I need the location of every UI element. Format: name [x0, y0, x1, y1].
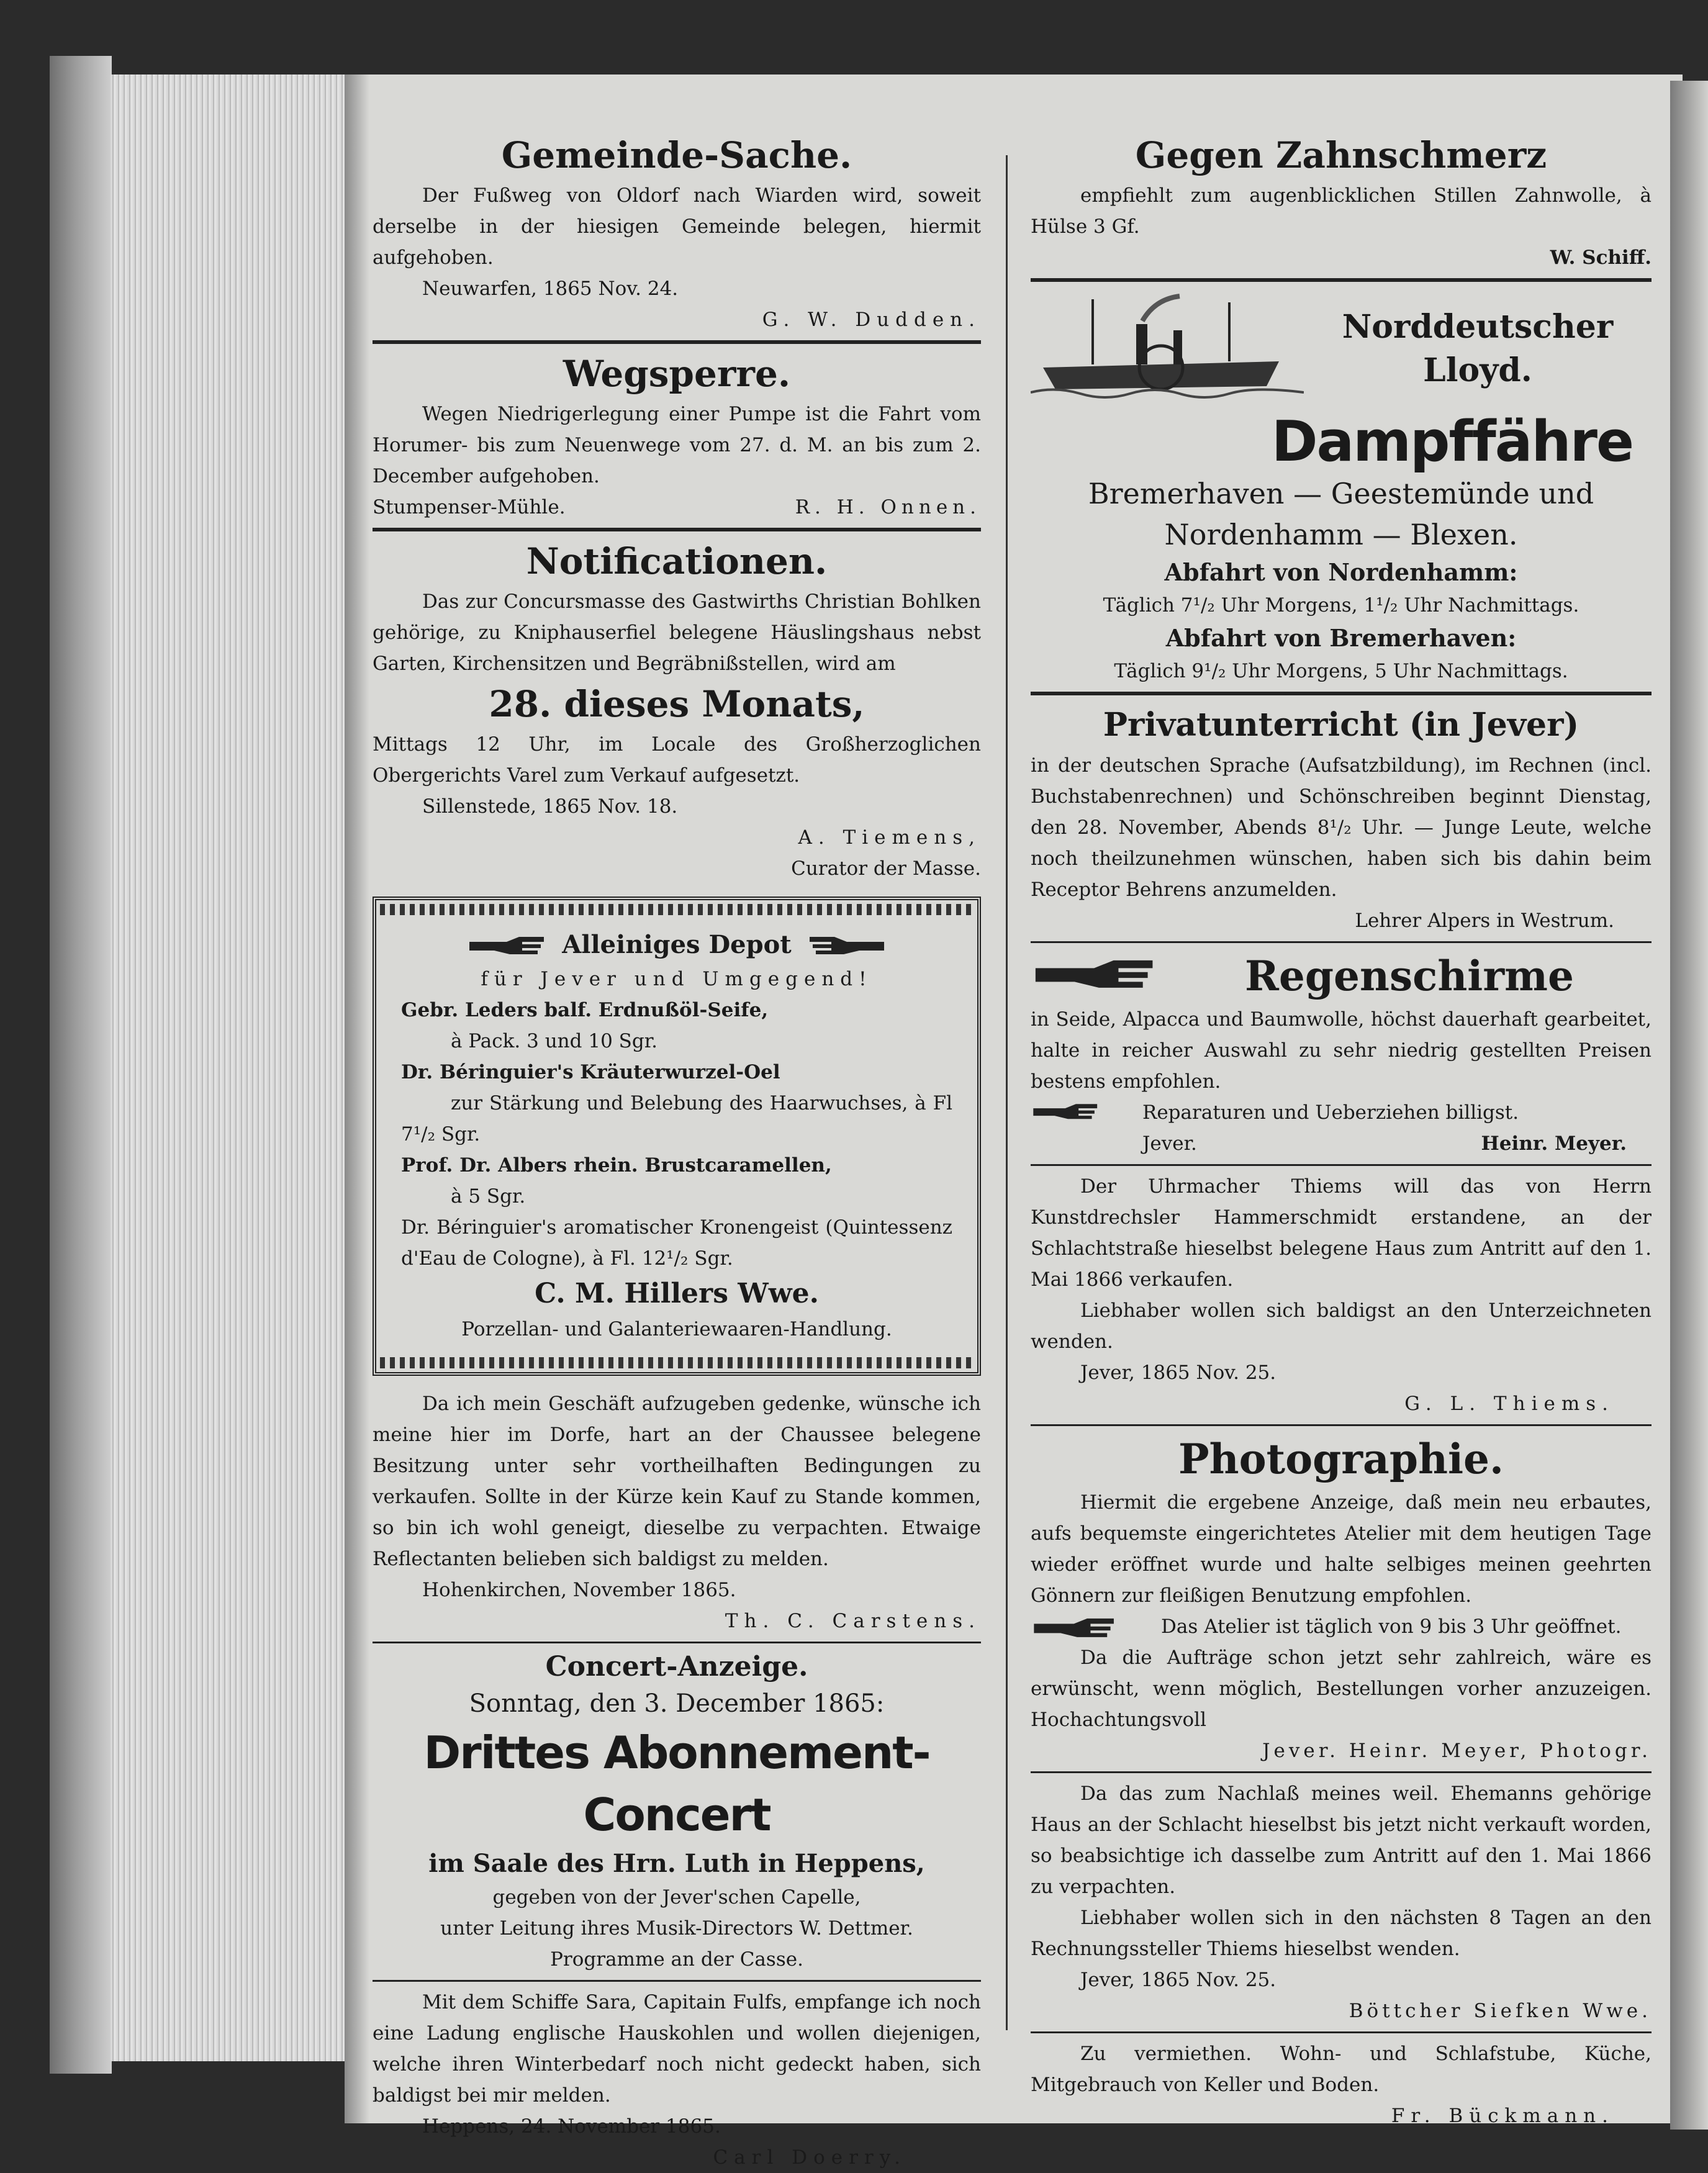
product-line: Dr. Béringuier's Kräuterwurzel-Oel [401, 1061, 780, 1083]
ad-signature: Böttcher Siefken Wwe. [1349, 2000, 1652, 2022]
ad-date: Sillenstede, 1865 Nov. 18. [422, 795, 678, 818]
ad-repair: Reparaturen und Ueberziehen billigst. [1031, 1097, 1652, 1128]
divider [1031, 692, 1652, 695]
lloyd-title: Norddeutscher Lloyd. [1342, 308, 1614, 389]
ad-title: Wegsperre. [563, 353, 791, 395]
divider [1031, 1424, 1652, 1426]
ad-privatunterricht [1031, 700, 1652, 936]
ad-date: Jever, 1865 Nov. 25. [1080, 1362, 1276, 1384]
ad-text: empfiehlt zum augenblicklichen Stillen Zahnwolle, à Hülse 3 Gf. [1031, 184, 1652, 238]
ad-verkauf [373, 1388, 981, 1637]
ad-zahnschmerz [1031, 130, 1652, 273]
ad-text: Der Fußweg von Oldorf nach Wiarden wird, soweit derselbe in der hiesigen Gemeinde belegen, hiermit aufgehoben. [373, 184, 981, 269]
ad-signature: Jever. Heinr. Meyer, Photogr. [1262, 1740, 1652, 1762]
ad-subtitle: für Jever und Umgegend! [481, 968, 873, 990]
concert-date: Sonntag, den 3. December 1865: [469, 1689, 885, 1718]
ad-hours: Das Atelier ist täglich von 9 bis 3 Uhr geöffnet. [1031, 1611, 1652, 1642]
divider [373, 340, 981, 344]
ad-text: Wegen Niedrigerlegung einer Pumpe ist die Fahrt vom Horumer- bis zum Neuenwege vom 27. d. M. an bis zum 2. December aufgehoben. [373, 403, 981, 487]
ad-signature-role: Curator der Masse. [791, 857, 981, 880]
divider [1031, 1164, 1652, 1166]
pointing-hand-icon [1031, 1097, 1105, 1128]
lloyd-route: Nordenhamm — Blexen. [1164, 518, 1518, 551]
ad-uhrmacher [1031, 1171, 1652, 1419]
product-desc: zur Stärkung und Belebung des Haarwuchses, à Fl 7¹/₂ Sgr. [401, 1092, 952, 1145]
left-column [373, 130, 981, 2173]
ad-signature: G. W. Dudden. [762, 309, 981, 331]
ad-title: Concert-Anzeige. [545, 1651, 808, 1683]
steamship-icon [1031, 287, 1304, 411]
departure-header: Abfahrt von Bremerhaven: [1165, 624, 1517, 652]
ad-text: Da die Aufträge schon jetzt sehr zahlreich, wäre es erwünscht, wenn möglich, Bestellungen vorher anzuzeigen. Hochachtungsvoll [1031, 1647, 1652, 1731]
divider [373, 1642, 981, 1643]
ad-text: Liebhaber wollen sich baldigst an den Unterzeichneten wenden. [1031, 1299, 1652, 1353]
lloyd-big-title: Dampffähre [1271, 409, 1633, 474]
firm-trade: Porzellan- und Galanteriewaaren-Handlung. [461, 1318, 892, 1340]
ad-text: in Seide, Alpacca und Baumwolle, höchst dauerhaft gearbeitet, halte in reicher Auswahl zu sehr niedrig gestellten Preisen bestens empfohlen. [1031, 1008, 1652, 1093]
ad-signature: Th. C. Carstens. [725, 1610, 981, 1632]
departure-times: Täglich 9¹/₂ Uhr Morgens, 5 Uhr Nachmittags. [1114, 660, 1568, 682]
ad-text: Da ich mein Geschäft aufzugeben gedenke, wünsche ich meine hier im Dorfe, hart an der Chaussee belegene Besitzung unter sehr vortheilhaften Bedingungen zu verkaufen. Sollte in der Kürze kein Kauf zu Stande kommen, so bin ich wohl geneigt, dieselbe zu verpachten. Etwaige Reflectanten belieben sich baldigst zu melden. [373, 1393, 981, 1570]
ad-depot-box [373, 897, 981, 1376]
concert-programme: Programme an der Casse. [550, 1948, 803, 1971]
ad-signature: Carl Doerry. [713, 2146, 906, 2169]
concert-venue: im Saale des Hrn. Luth in Heppens, [428, 1849, 925, 1878]
ad-gemeinde-sache [373, 130, 981, 335]
lloyd-route: Bremerhaven — Geestemünde und [1088, 477, 1594, 510]
ad-text: Hiermit die ergebene Anzeige, daß mein neu erbautes, aufs bequemste eingerichtetes Atelier mit dem heutigen Tage wieder eröffnet wurde und halte selbiges meinen geehrten Gönnern zur fleißigen Benutzung empfohlen. [1031, 1491, 1652, 1607]
ad-title: Gemeinde-Sache. [501, 134, 852, 176]
book-edge [50, 56, 112, 2074]
ad-text: Liebhaber wollen sich in den nächsten 8 Tagen an den Rechnungssteller Thiems hieselbst wenden. [1031, 1907, 1652, 1960]
ad-nachlass [1031, 1778, 1652, 2026]
divider [373, 1980, 981, 1982]
ad-wegsperre [373, 349, 981, 523]
product-price: à 5 Sgr. [451, 1185, 526, 1208]
departure-times: Täglich 7¹/₂ Uhr Morgens, 1¹/₂ Uhr Nachmittags. [1103, 594, 1579, 617]
ad-date: Hohenkirchen, November 1865. [422, 1579, 736, 1601]
divider [1031, 278, 1652, 282]
ad-notificationen [373, 536, 981, 884]
ad-text: Da das zum Nachlaß meines weil. Ehemanns gehörige Haus an der Schlacht hieselbst bis jetzt nicht verkauft worden, so beabsichtige ich dasselbe zum Antritt auf den 1. Mai 1866 zu verpachten. [1031, 1782, 1652, 1898]
ad-text: in der deutschen Sprache (Aufsatzbildung), im Rechnen (incl. Buchstabenrechnen) und Schönschreiben beginnt Dienstag, den 28. November, Abends 8¹/₂ Uhr. — Junge Leute, welche noch theilzunehmen wünschen, haben sich bis dahin beim Receptor Behrens anzumelden. [1031, 754, 1652, 901]
pointing-hand-icon [800, 934, 887, 959]
concert-director: unter Leitung ihres Musik-Directors W. Dettmer. [440, 1917, 913, 1940]
ad-vermieten [1031, 2038, 1652, 2131]
ad-date: Neuwarfen, 1865 Nov. 24. [422, 278, 679, 300]
next-page-edge [1670, 81, 1708, 2130]
ad-signature: A. Tiemens, [798, 826, 981, 849]
divider [1031, 1771, 1652, 1773]
ad-photographie [1031, 1431, 1652, 1766]
page-stack [111, 75, 384, 2061]
divider [373, 528, 981, 531]
ad-date-highlight: 28. dieses Monats, [489, 683, 865, 725]
ad-place: Jever. Heinr. Meyer. [1142, 1132, 1627, 1155]
ad-text: Zu vermiethen. Wohn- und Schlafstube, Küche, Mitgebrauch von Keller und Boden. [1031, 2043, 1652, 2096]
concert-name: Drittes Abonnement-Concert [423, 1727, 930, 1841]
ad-lloyd [1031, 287, 1652, 687]
ad-signature: Fr. Bückmann. [1391, 2105, 1614, 2127]
ad-regenschirme [1031, 948, 1652, 1159]
ad-text: Das zur Concursmasse des Gastwirths Christian Bohlken gehörige, zu Kniphauserfiel belegene Häuslingshaus nebst Garten, Kirchensitzen und Begräbnißstellen, wird am [373, 590, 981, 675]
column-divider [1006, 155, 1008, 2030]
pointing-hand-icon [1031, 954, 1167, 998]
divider [1031, 2031, 1652, 2033]
ad-title: Notificationen. [526, 540, 828, 582]
ad-title: Privatunterricht (in Jever) [1103, 706, 1579, 744]
ad-title-row [1031, 948, 1652, 1004]
ad-signature: W. Schiff. [1550, 246, 1652, 269]
ad-signature: Lehrer Alpers in Westrum. [1355, 910, 1614, 932]
right-column [1031, 130, 1652, 2131]
product-line: Prof. Dr. Albers rhein. Brustcaramellen, [401, 1154, 832, 1177]
ad-text: Mittags 12 Uhr, im Locale des Großherzoglichen Obergerichts Varel zum Verkauf aufgesetzt. [373, 733, 981, 787]
product-line: Gebr. Leders balf. Erdnußöl-Seife, [401, 999, 769, 1021]
ad-date: Heppens, 24. November 1865. [422, 2115, 721, 2138]
concert-performer: gegeben von der Jever'schen Capelle, [492, 1886, 861, 1909]
firm-name: C. M. Hillers Wwe. [535, 1278, 819, 1309]
ad-kohlen [373, 1987, 981, 2173]
ad-title: Gegen Zahnschmerz [1135, 134, 1547, 176]
departure-header: Abfahrt von Nordenhamm: [1164, 558, 1518, 586]
lloyd-header [1031, 287, 1652, 411]
ad-signature: G. L. Thiems. [1404, 1393, 1614, 1415]
divider [1031, 941, 1652, 943]
ad-concert [373, 1648, 981, 1975]
pointing-hand-icon [1031, 1614, 1124, 1645]
product-price: à Pack. 3 und 10 Sgr. [451, 1030, 657, 1052]
pointing-hand-icon [466, 934, 553, 959]
ad-text: Mit dem Schiffe Sara, Capitain Fulfs, empfange ich noch eine Ladung englische Hauskohlen und wollen diejenigen, welche ihren Winterbedarf noch nicht gedeckt haben, sich baldigst bei mir melden. [373, 1991, 981, 2107]
binding-shadow [345, 75, 369, 2123]
ad-text: Der Uhrmacher Thiems will das von Herrn Kunstdrechsler Hammerschmidt erstandene, an der Schlachtstraße hieselbst belegene Haus zum Antritt auf den 1. Mai 1866 verkaufen. [1031, 1175, 1652, 1291]
ad-place: Stumpenser-Mühle. R. H. Onnen. [373, 496, 981, 518]
ad-date: Jever, 1865 Nov. 25. [1080, 1969, 1276, 1991]
ad-title: Photographie. [1178, 1435, 1504, 1483]
product-line: Dr. Béringuier's aromatischer Kronengeist (Quintessenz d'Eau de Cologne), à Fl. 12¹/₂ Sgr. [401, 1216, 952, 1270]
ad-title: Regenschirme [1245, 952, 1574, 1000]
ad-title: Alleiniges Depot [401, 926, 952, 964]
